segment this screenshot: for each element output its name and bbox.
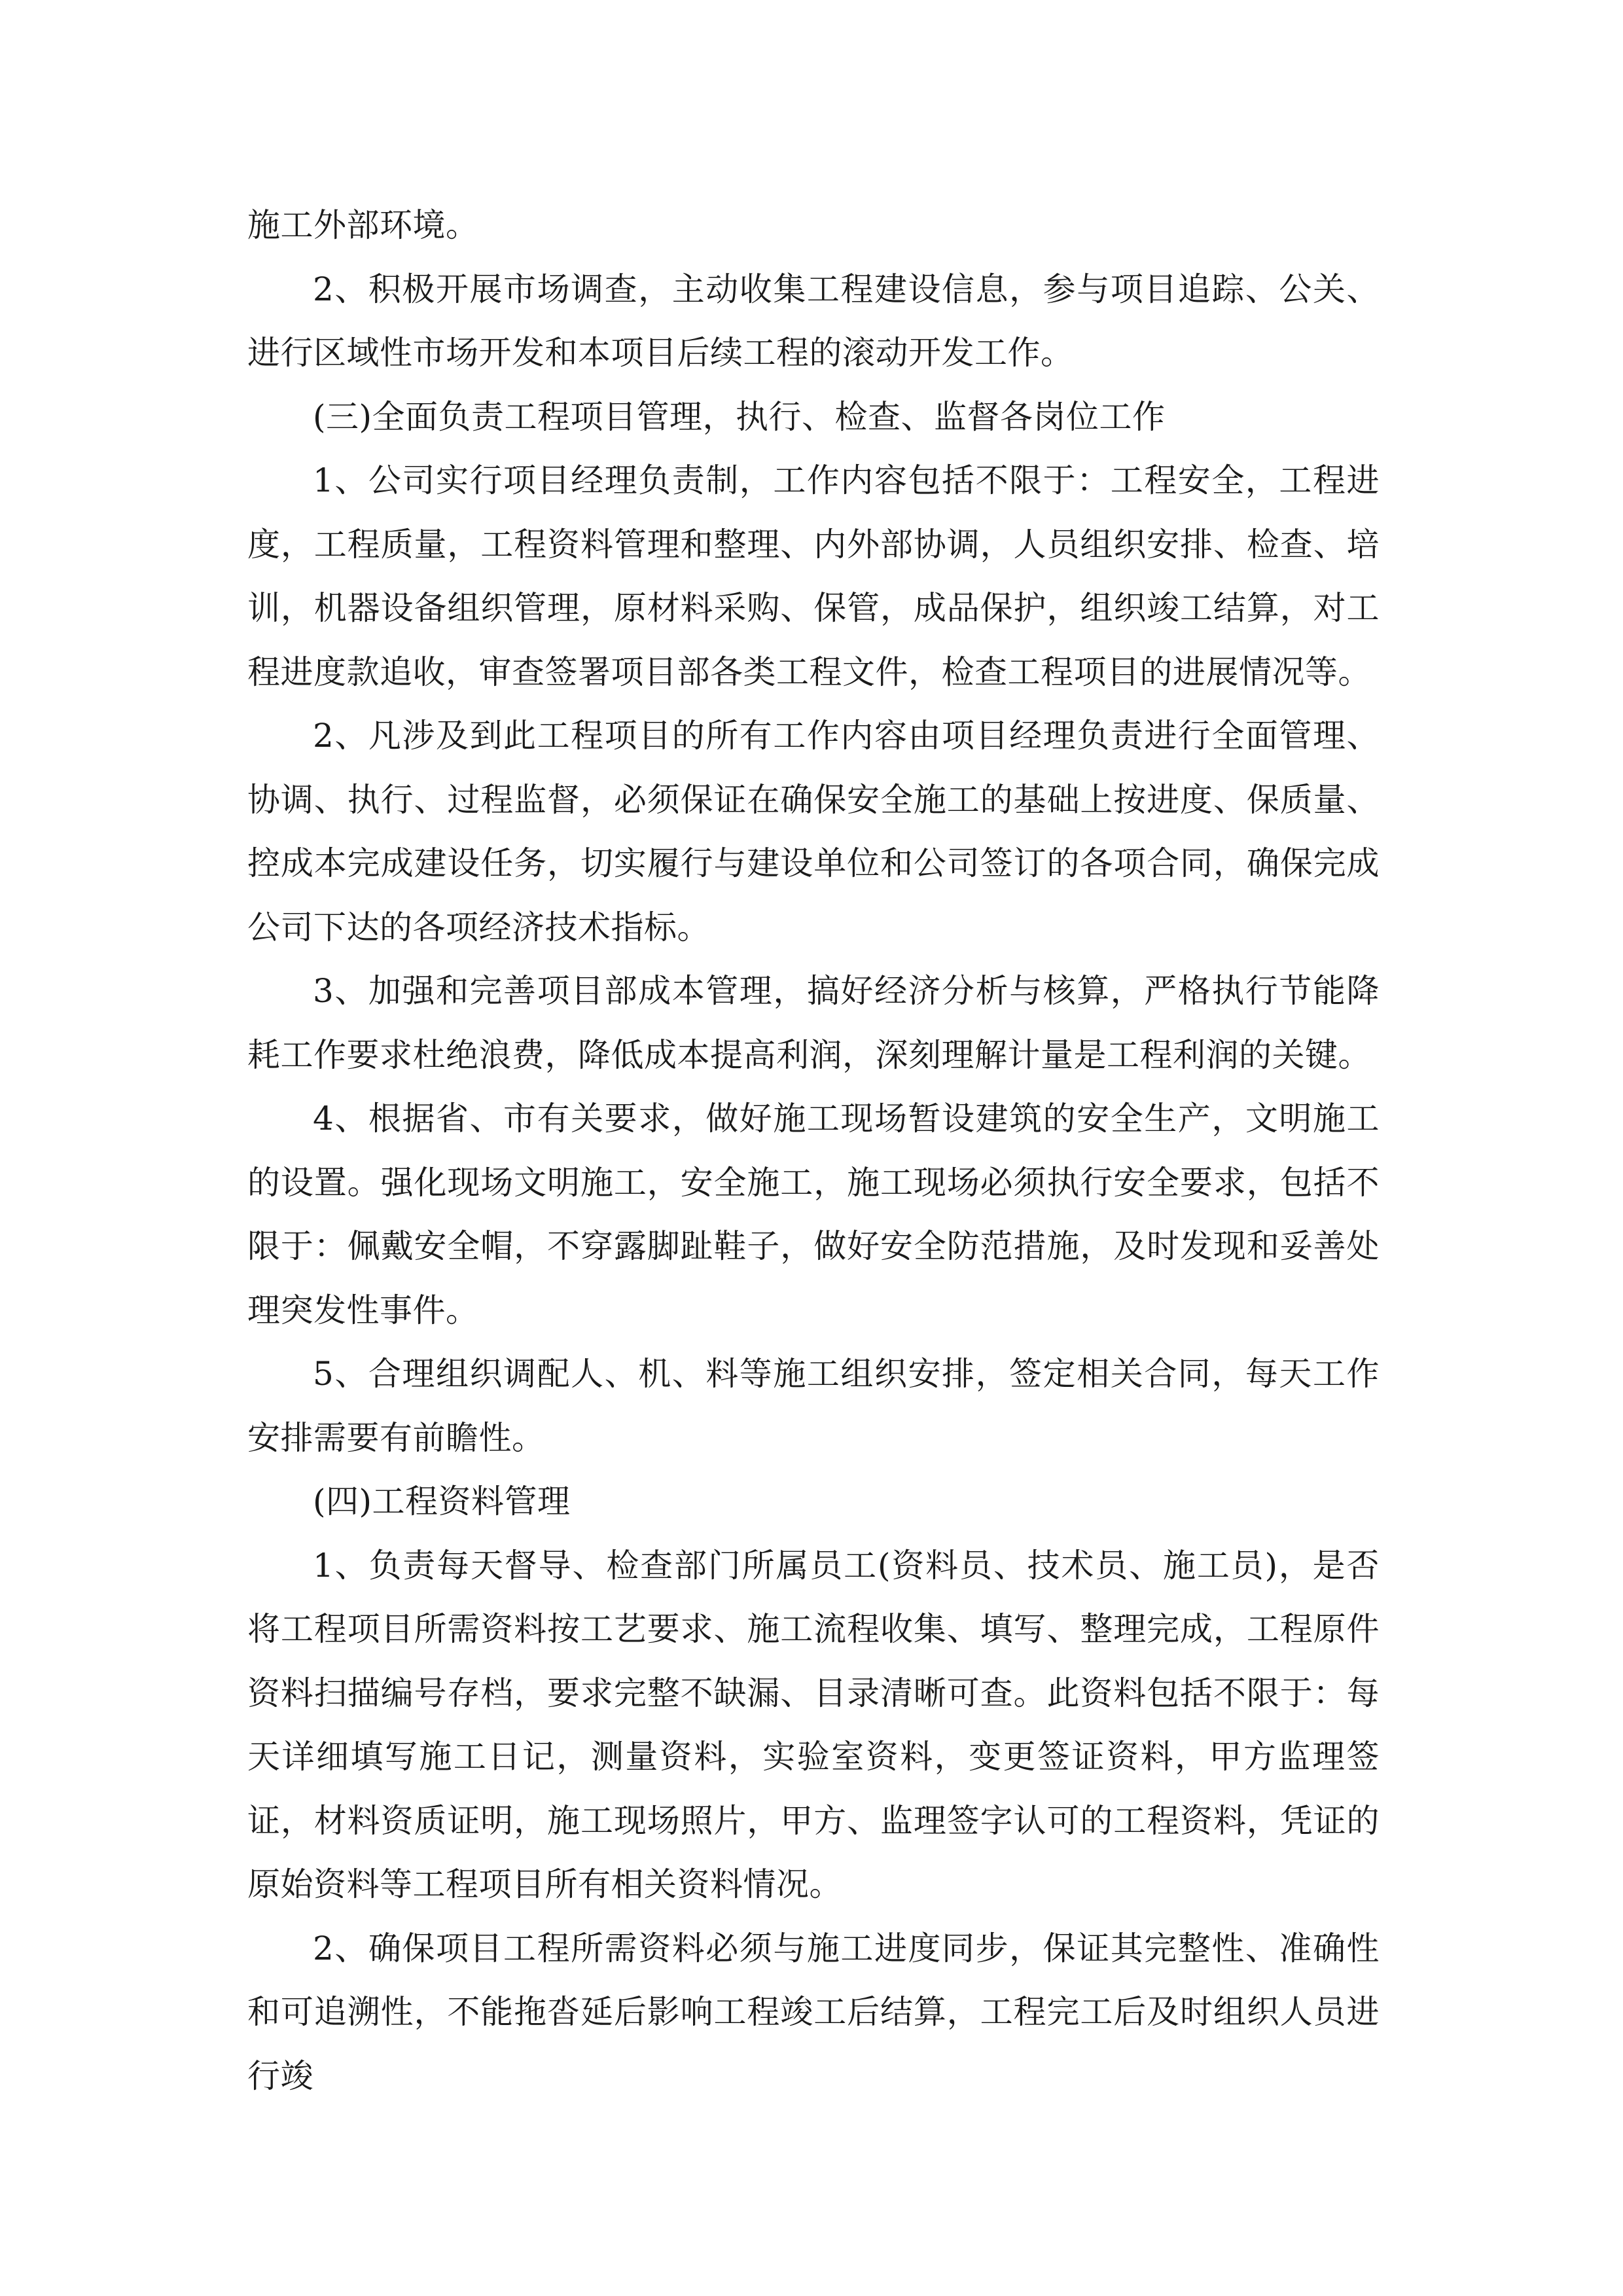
paragraph-item-4-safety: 4、根据省、市有关要求，做好施工现场暂设建筑的安全生产，文明施工的设置。强化现场文明施工，安全施工，施工现场必须执行安全要求，包括不限于：佩戴安全帽，不穿露脚趾鞋子，做好安全防范措施，及时发现和妥善处理突发性事件。 — [247, 1100, 1380, 1329]
document-body — [247, 194, 1380, 2108]
paragraph-item-3-cost: 3、加强和完善项目部成本管理，搞好经济分析与核算，严格执行节能降耗工作要求杜绝浪费，降低成本提高利润，深刻理解计量是工程利润的关键。 — [247, 972, 1380, 1074]
paragraph-item-1-manager: 1、公司实行项目经理负责制，工作内容包括不限于：工程安全，工程进度，工程质量，工程资料管理和整理、内外部协调，人员组织安排、检查、培训，机器设备组织管理，原材料采购、保管，成品保护，组织竣工结算，对工程进度款追收，审查签署项目部各类工程文件，检查工程项目的进展情况等。 — [247, 461, 1380, 691]
section-heading-4: (四)工程资料管理 — [313, 1482, 571, 1520]
paragraph-continuation: 施工外部环境。 — [247, 206, 479, 244]
paragraph-item-2-management: 2、凡涉及到此工程项目的所有工作内容由项目经理负责进行全面管理、协调、执行、过程监督，必须保证在确保安全施工的基础上按进度、保质量、控成本完成建设任务，切实履行与建设单位和公司签订的各项合同，确保完成公司下达的各项经济技术指标。 — [247, 717, 1380, 946]
section-heading-3: (三)全面负责工程项目管理，执行、检查、监督各岗位工作 — [313, 397, 1166, 436]
paragraph-item-1-documents: 1、负责每天督导、检查部门所属员工(资料员、技术员、施工员)，是否将工程项目所需资料按工艺要求、施工流程收集、填写、整理完成，工程原件资料扫描编号存档，要求完整不缺漏、目录清晰可查。此资料包括不限于：每天详细填写施工日记，测量资料，实验室资料，变更签证资料，甲方监理签证，材料资质证明，施工现场照片，甲方、监理签字认可的工程资料，凭证的原始资料等工程项目所有相关资料情况。 — [247, 1546, 1380, 1903]
paragraph-item-2-sync: 2、确保项目工程所需资料必须与施工进度同步，保证其完整性、准确性和可追溯性，不能拖沓延后影响工程竣工后结算，工程完工后及时组织人员进行竣 — [247, 1929, 1380, 2095]
paragraph-item-5-organize: 5、合理组织调配人、机、料等施工组织安排，签定相关合同，每天工作安排需要有前瞻性。 — [247, 1355, 1380, 1457]
paragraph-item-2-market: 2、积极开展市场调查，主动收集工程建设信息，参与项目追踪、公关、进行区域性市场开发和本项目后续工程的滚动开发工作。 — [247, 270, 1380, 372]
